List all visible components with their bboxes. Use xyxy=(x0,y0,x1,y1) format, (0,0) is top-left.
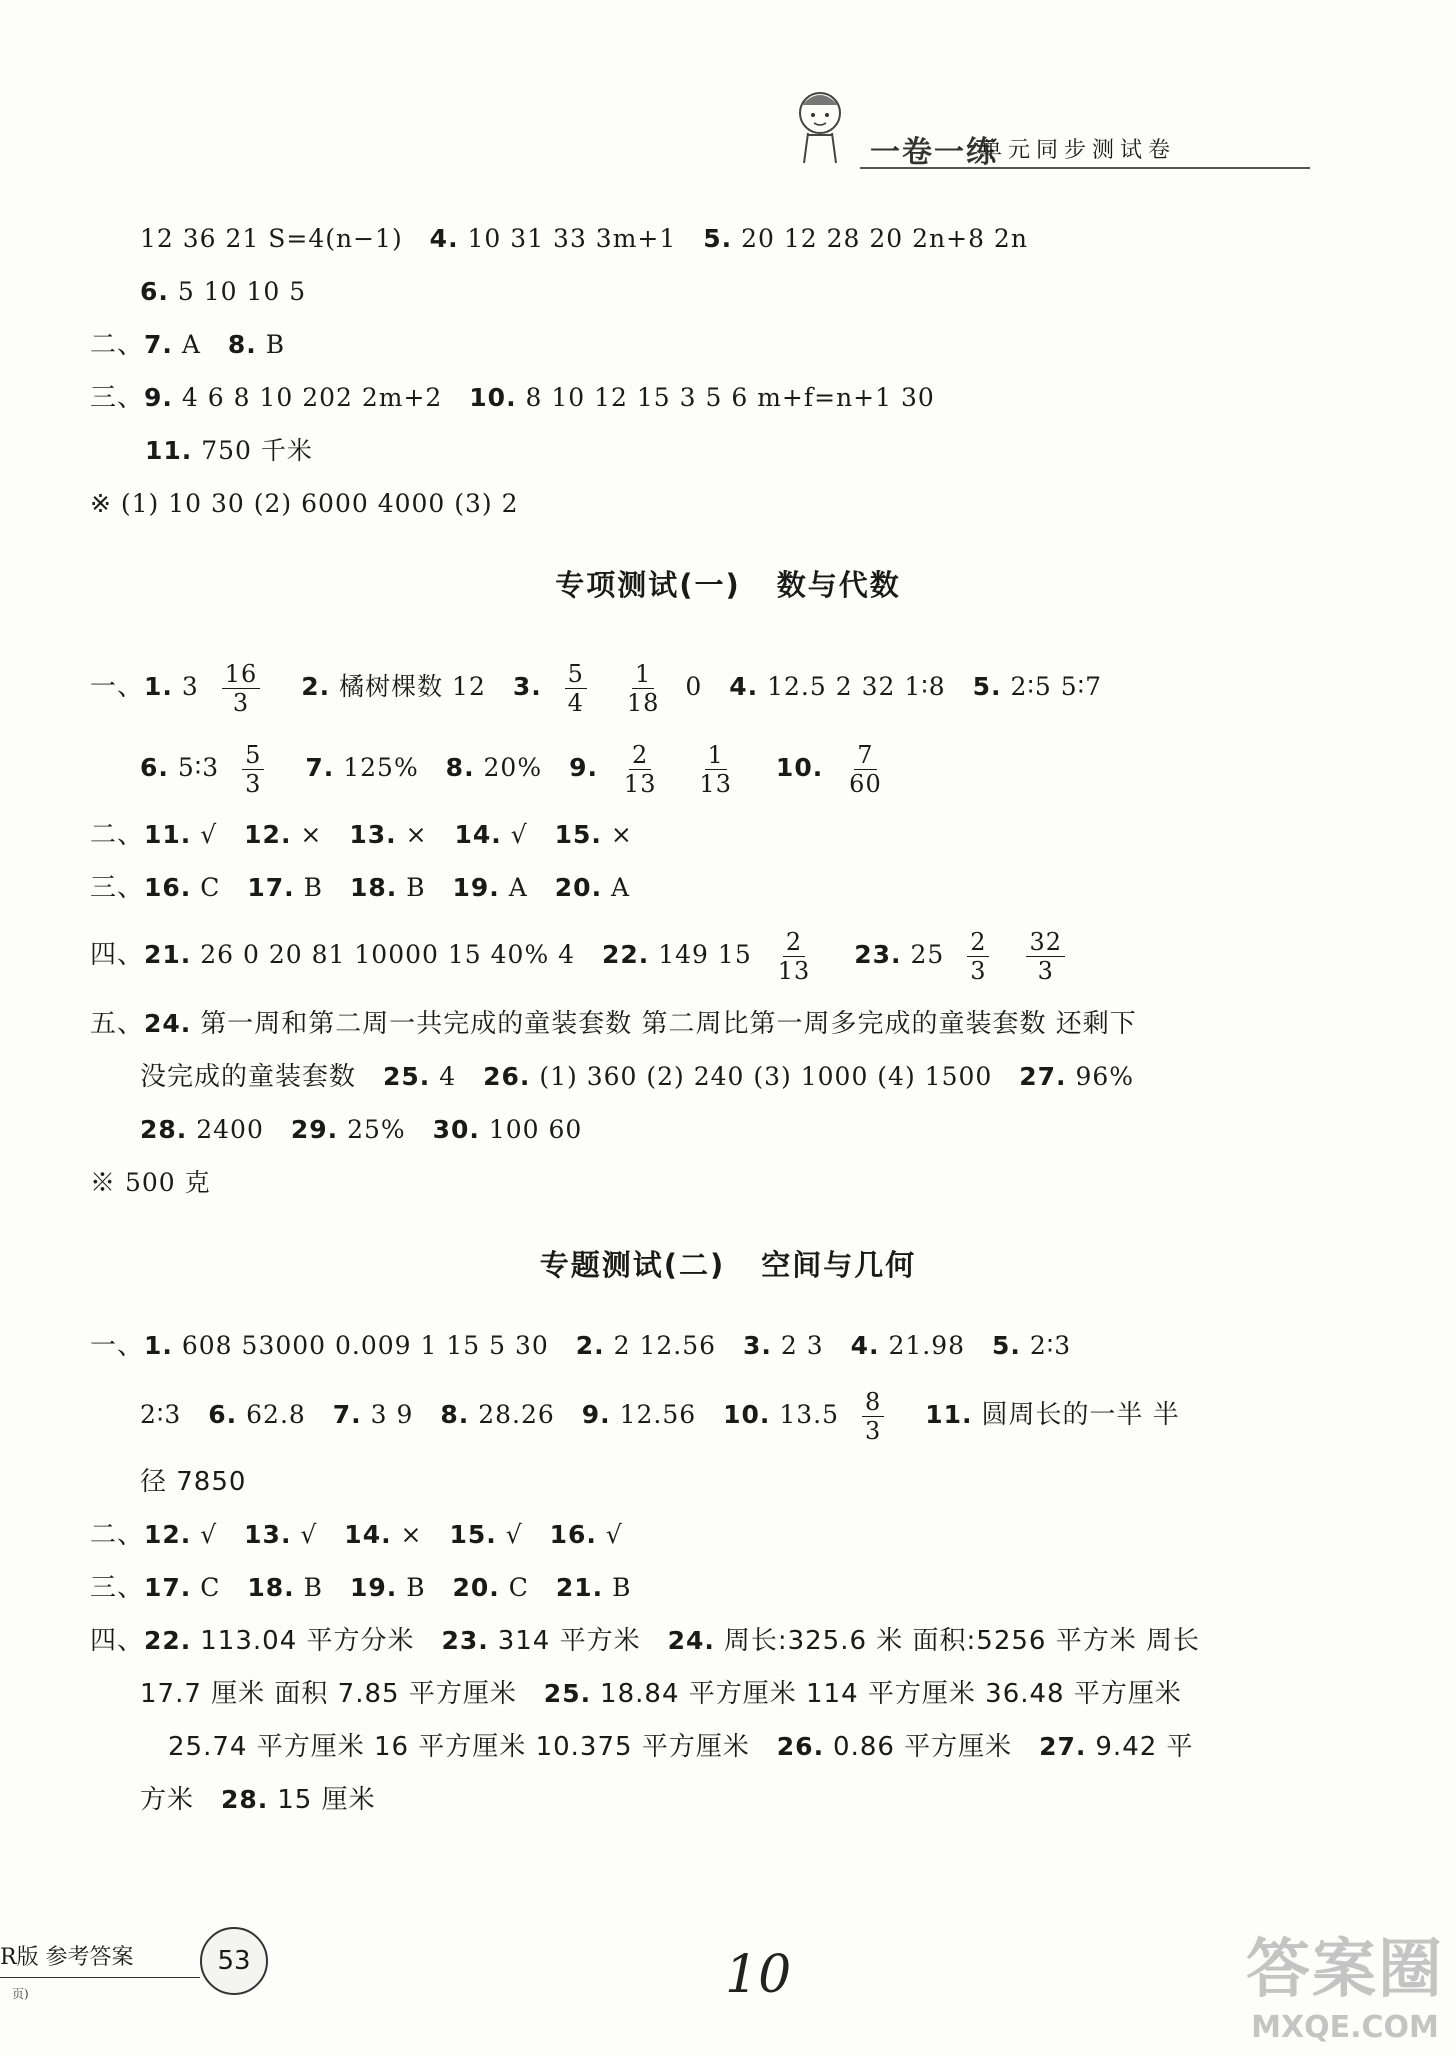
page-number-badge: 53 xyxy=(200,1927,268,1995)
section-title-part: 空间与几何 xyxy=(761,1248,917,1282)
section-title-part: 数与代数 xyxy=(776,568,901,602)
answer-line xyxy=(140,738,899,798)
answer-values: 4 xyxy=(439,1062,457,1091)
section-label: 三、 xyxy=(90,383,145,413)
answer-values: 12.56 xyxy=(619,1400,697,1429)
question-number: 13. xyxy=(244,1520,292,1549)
answer-line xyxy=(90,657,1102,717)
answer-line xyxy=(140,219,1028,259)
fraction: $\frac{16}{3}$ xyxy=(222,660,261,717)
question-number: 24. xyxy=(144,1009,192,1038)
handwritten-number: 10 xyxy=(725,1945,792,2005)
question-number: 28. xyxy=(220,1785,269,1814)
answer-text: 113.04 平方分米 xyxy=(200,1626,415,1656)
answer-line xyxy=(90,325,285,365)
answer-values: 5∶3 xyxy=(177,753,220,782)
answer-choice: C xyxy=(200,873,221,902)
question-number: 12. xyxy=(244,820,292,849)
answer-values: 0 xyxy=(685,672,703,701)
answer-values: 20 12 28 20 2n+8 2n xyxy=(741,224,1028,253)
question-number: 2. xyxy=(575,1331,605,1360)
question-number: 3. xyxy=(743,1331,772,1360)
section-label: 三、 xyxy=(90,1573,145,1603)
section-label: 三、 xyxy=(90,873,145,903)
answer-values: 25 xyxy=(910,940,945,969)
question-number: 12. xyxy=(144,1520,192,1549)
question-number: 16. xyxy=(144,873,192,902)
question-number: 21. xyxy=(144,940,192,969)
brand-subtitle: 单元同步测试卷 xyxy=(980,138,1177,163)
page-footer xyxy=(0,1915,400,2055)
question-number: 10. xyxy=(723,1400,771,1429)
answer-mark: √ xyxy=(200,820,218,849)
answer-values: 28.26 xyxy=(478,1400,555,1429)
answer-text: 17.7 厘米 面积 7.85 平方厘米 xyxy=(140,1679,517,1709)
answer-values: 4 6 8 10 202 2m+2 xyxy=(181,383,443,412)
answer-choice: A xyxy=(508,873,528,902)
question-number: 30. xyxy=(432,1115,480,1144)
question-number: 22. xyxy=(144,1626,192,1655)
answer-values: 2 12.56 xyxy=(613,1331,717,1360)
fraction: $\frac{5}{3}$ xyxy=(242,741,264,798)
brand-title: 一卷一练 xyxy=(870,135,998,170)
section-label: 二、 xyxy=(90,1520,145,1550)
fraction: $\frac{2}{3}$ xyxy=(967,928,989,985)
answer-mark: √ xyxy=(505,1520,523,1549)
answer-values: 96% xyxy=(1075,1062,1135,1091)
question-number: 7. xyxy=(305,753,335,782)
watermark-url: MXQE.COM xyxy=(1251,2010,1439,2045)
answer-line xyxy=(90,1004,1137,1044)
answer-line xyxy=(140,1462,246,1502)
question-number: 18. xyxy=(247,1573,295,1602)
answer-text: 径 7850 xyxy=(140,1467,247,1497)
question-number: 18. xyxy=(349,873,398,902)
question-number: 7. xyxy=(144,330,173,359)
answer-line xyxy=(90,1163,211,1203)
question-number: 4. xyxy=(850,1331,880,1360)
answer-mark: × xyxy=(610,820,633,849)
question-number: 14. xyxy=(344,1520,392,1549)
answer-text: 周长:325.6 米 面积:5256 平方米 周长 xyxy=(723,1626,1201,1656)
answer-choice: B xyxy=(612,1573,632,1602)
question-number: 1. xyxy=(144,672,173,701)
answer-values: ※ 500 克 xyxy=(90,1168,211,1197)
question-number: 28. xyxy=(140,1115,188,1144)
question-number: 5. xyxy=(991,1331,1021,1360)
answer-values: 8 10 12 15 3 5 6 m+f=n+1 30 xyxy=(525,383,935,412)
section-title-part: 专题测试(二) xyxy=(539,1248,726,1282)
answer-values: 2∶3 xyxy=(1029,1331,1072,1360)
answer-values: 3 xyxy=(181,672,199,701)
answer-line xyxy=(140,1780,376,1820)
question-number: 10. xyxy=(469,383,517,412)
fraction: $\frac{1}{18}$ xyxy=(626,660,660,717)
fraction: $\frac{32}{3}$ xyxy=(1026,928,1065,985)
answer-values: A xyxy=(181,330,201,359)
answer-values: (1) 360 (2) 240 (3) 1000 (4) 1500 xyxy=(539,1062,993,1091)
question-number: 3. xyxy=(512,672,542,701)
answer-text: 没完成的童装套数 xyxy=(140,1062,357,1092)
answer-values: 2∶5 5∶7 xyxy=(1010,672,1103,701)
answer-choice: C xyxy=(200,1573,221,1602)
answer-values: 608 53000 0.009 1 15 5 30 xyxy=(181,1331,549,1360)
answer-line xyxy=(140,1110,582,1150)
question-number: 11. xyxy=(925,1400,973,1429)
answer-line xyxy=(90,1568,631,1608)
footer-note: 页) xyxy=(12,1987,29,2001)
answer-values: 3 9 xyxy=(370,1400,414,1429)
question-number: 9. xyxy=(144,383,173,412)
question-number: 5. xyxy=(703,224,733,253)
answer-choice: C xyxy=(508,1573,529,1602)
question-number: 15. xyxy=(554,820,602,849)
watermark xyxy=(1246,1918,1444,2045)
section-label: 四、 xyxy=(90,940,145,970)
question-number: 5. xyxy=(972,672,1002,701)
question-number: 13. xyxy=(349,820,397,849)
question-number: 11. xyxy=(144,820,192,849)
question-number: 26. xyxy=(776,1732,825,1761)
question-number: 16. xyxy=(549,1520,597,1549)
section-label: 五、 xyxy=(90,1009,145,1039)
answer-values: ※ (1) 10 30 (2) 6000 4000 (3) 2 xyxy=(90,489,519,518)
answer-line xyxy=(90,925,1079,985)
question-number: 4. xyxy=(729,672,759,701)
section-title xyxy=(0,1243,1456,1284)
question-number: 19. xyxy=(452,873,500,902)
answer-mark: × xyxy=(300,820,323,849)
answer-values: 13.5 xyxy=(779,1400,840,1429)
answer-values: B xyxy=(265,330,286,359)
answer-values: 橘树棵数 12 xyxy=(339,672,486,701)
question-number: 6. xyxy=(140,277,169,306)
answer-line xyxy=(90,868,630,908)
edition-label: R版 参考答案 xyxy=(0,1945,134,1970)
question-number: 25. xyxy=(543,1679,592,1708)
answer-values: 5 10 10 5 xyxy=(177,277,307,306)
section-label: 二、 xyxy=(90,820,145,850)
answer-mark: √ xyxy=(605,1520,623,1549)
answer-line xyxy=(168,1727,1194,1767)
answer-text: 18.84 平方厘米 114 平方厘米 36.48 平方厘米 xyxy=(600,1679,1182,1709)
answer-line xyxy=(140,1057,1134,1097)
question-number: 9. xyxy=(581,1400,611,1429)
question-number: 6. xyxy=(140,753,169,782)
answer-mark: × xyxy=(405,820,428,849)
question-number: 21. xyxy=(555,1573,604,1602)
answer-text: 314 平方米 xyxy=(497,1626,641,1656)
question-number: 9. xyxy=(569,753,598,782)
question-number: 17. xyxy=(247,873,295,902)
question-number: 19. xyxy=(349,1573,398,1602)
answer-text: 第一周和第二周一共完成的童装套数 第二周比第一周多完成的童装套数 还剩下 xyxy=(200,1009,1137,1039)
answer-text: 15 厘米 xyxy=(277,1785,376,1815)
question-number: 7. xyxy=(332,1400,362,1429)
answer-line xyxy=(90,1326,1071,1366)
question-number: 26. xyxy=(483,1062,531,1091)
answer-mark: × xyxy=(400,1520,423,1549)
answer-text: 圆周长的一半 半 xyxy=(981,1400,1180,1430)
answer-line xyxy=(140,272,306,312)
question-number: 20. xyxy=(554,873,603,902)
header-rule xyxy=(860,167,1310,169)
fraction: $\frac{8}{3}$ xyxy=(862,1388,884,1445)
answer-line xyxy=(90,1621,1200,1661)
answer-choice: B xyxy=(406,873,426,902)
question-number: 14. xyxy=(454,820,502,849)
answer-values: 100 60 xyxy=(488,1115,583,1144)
question-number: 2. xyxy=(301,672,331,701)
answer-values: 2400 xyxy=(196,1115,264,1144)
answer-line xyxy=(90,378,935,418)
question-number: 8. xyxy=(440,1400,470,1429)
question-number: 1. xyxy=(144,1331,173,1360)
section-title xyxy=(0,563,1456,604)
answer-values: 12 36 21 S=4(n−1) xyxy=(140,224,403,253)
cartoon-mascot-icon xyxy=(780,85,860,175)
question-number: 6. xyxy=(208,1400,238,1429)
question-number: 8. xyxy=(227,330,257,359)
answer-values: 750 千米 xyxy=(201,436,313,465)
answer-text: 9.42 平 xyxy=(1095,1732,1194,1762)
answer-values: 149 15 xyxy=(658,940,752,969)
question-number: 17. xyxy=(144,1573,192,1602)
section-label: 一、 xyxy=(90,1331,145,1361)
answer-values: 125% xyxy=(343,753,419,782)
answer-values: 26 0 20 81 10000 15 40% 4 xyxy=(200,940,576,969)
fraction: $\frac{2}{13}$ xyxy=(623,741,657,798)
answer-text: 25.74 平方厘米 16 平方厘米 10.375 平方厘米 xyxy=(168,1732,750,1762)
answer-choice: B xyxy=(303,873,323,902)
fraction: $\frac{2}{13}$ xyxy=(777,928,811,985)
question-number: 8. xyxy=(445,753,475,782)
question-number: 24. xyxy=(667,1626,715,1655)
question-number: 29. xyxy=(290,1115,339,1144)
answer-values: 2∶3 xyxy=(140,1400,182,1429)
answer-mark: √ xyxy=(200,1520,218,1549)
answer-choice: B xyxy=(303,1573,323,1602)
answer-choice: A xyxy=(611,873,631,902)
answer-mark: √ xyxy=(510,820,528,849)
question-number: 11. xyxy=(145,436,193,465)
answer-values: 21.98 xyxy=(888,1331,966,1360)
fraction: $\frac{1}{13}$ xyxy=(699,741,732,798)
answer-line xyxy=(140,1674,1182,1714)
question-number: 4. xyxy=(429,224,459,253)
answer-values: 10 31 33 3m+1 xyxy=(467,224,677,253)
answer-line xyxy=(140,1385,1180,1445)
question-number: 15. xyxy=(449,1520,497,1549)
answer-values: 25% xyxy=(347,1115,406,1144)
answer-values: 20% xyxy=(483,753,543,782)
question-number: 23. xyxy=(854,940,902,969)
answer-text: 0.86 平方厘米 xyxy=(833,1732,1013,1762)
answer-values: 2 3 xyxy=(780,1331,824,1360)
answer-line xyxy=(90,815,633,855)
question-number: 22. xyxy=(602,940,650,969)
fraction: $\frac{5}{4}$ xyxy=(565,660,587,717)
section-label: 二、 xyxy=(90,330,145,360)
answer-choice: B xyxy=(406,1573,426,1602)
question-number: 27. xyxy=(1019,1062,1067,1091)
question-number: 27. xyxy=(1039,1732,1087,1761)
answer-values: 62.8 xyxy=(246,1400,306,1429)
answer-line xyxy=(90,484,519,524)
watermark-title: 答案圈 xyxy=(1246,1933,1444,2007)
answer-line xyxy=(90,1515,623,1555)
answer-values: 12.5 2 32 1∶8 xyxy=(767,672,946,701)
section-label: 四、 xyxy=(90,1626,145,1656)
footer-rule xyxy=(0,1977,200,1978)
question-number: 23. xyxy=(441,1626,489,1655)
answer-text: 方米 xyxy=(140,1785,195,1815)
question-number: 25. xyxy=(382,1062,431,1091)
page-header xyxy=(760,95,1320,185)
question-number: 10. xyxy=(775,753,824,782)
answer-line xyxy=(145,431,313,471)
section-label: 一、 xyxy=(90,672,145,702)
question-number: 20. xyxy=(452,1573,500,1602)
answer-mark: √ xyxy=(300,1520,318,1549)
fraction: $\frac{7}{60}$ xyxy=(849,741,882,798)
section-title-part: 专项测试(一) xyxy=(555,568,741,602)
